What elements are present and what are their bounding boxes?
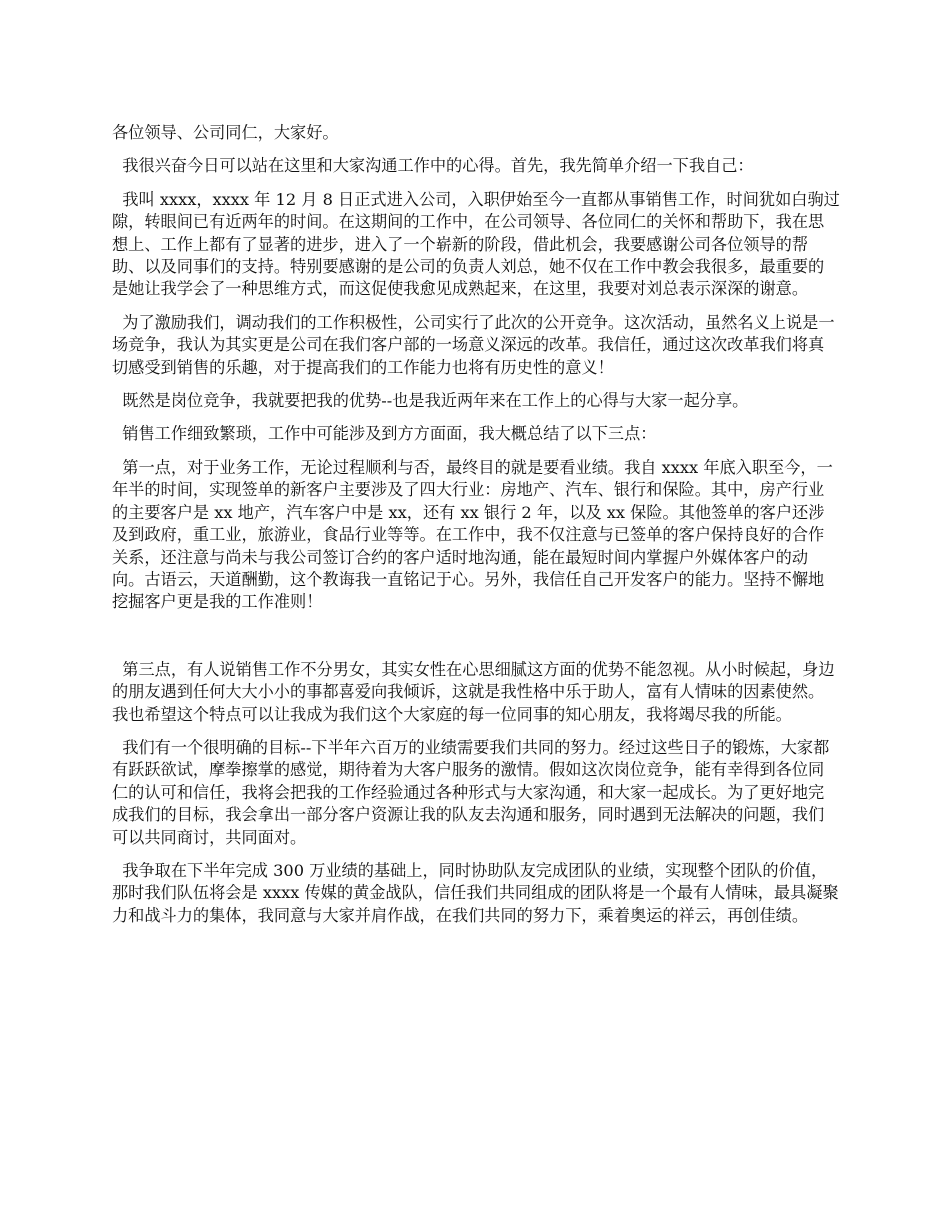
summary-points-paragraph: 销售工作细致繁琐，工作中可能涉及到方方面面，我大概总结了以下三点： xyxy=(112,424,657,444)
closing-paragraph: 我争取在下半年完成 300 万业绩的基础上，同时协助队友完成团队的业绩，实现整个团队的价值，那时我们队伍将会是 xxxx 传媒的黄金战队，信任我们共同组成的团队将是一个最有人情味，最具凝聚力和战斗力的集体，我同意与大家并肩作战，在我们共同的努力下，乘着奥运的祥云，再创佳绩。 xyxy=(112,860,839,925)
greeting-paragraph: 各位领导、公司同仁，大家好。 xyxy=(112,123,339,142)
team-goal-paragraph: 我们有一个很明确的目标--下半年六百万的业绩需要我们共同的努力。经过这些日子的锻炼，大家都有跃跃欲试，摩拳擦掌的感觉，期待着为大客户服务的激情。假如这次岗位竞争，能有幸得到各位同仁的认可和信任，我将会把我的工作经验通过各种形式与大家沟通，和大家一起成长。为了更好地完成我们的目标，我会拿出一部分客户资源让我的队友去沟通和服务，同时遇到无法解决的问题，我们可以共同商讨，共同面对。 xyxy=(112,737,830,847)
competition-purpose-paragraph: 为了激励我们，调动我们的工作积极性，公司实行了此次的公开竞争。这次活动，虽然名义上说是一场竞争，我认为其实更是公司在我们客户部的一场意义深远的改革。我信任，通过这次改革我们将真切感受到销售的乐趣，对于提高我们的工作能力也将有历史性的意义！ xyxy=(112,312,835,377)
blank-gap xyxy=(112,625,840,659)
point-one-paragraph: 第一点，对于业务工作，无论过程顺利与否，最终目的就是要看业绩。我自 xxxx 年底入职至今，一年半的时间，实现签单的新客户主要涉及了四大行业：房地产、汽车、银行和保险。其中，房产行业的主要客户是 xx 地产，汽车客户中是 xx，还有 xx 银行 2 年，以及 xx 保险。其他签单的客户还涉及到政府，重工业，旅游业，食品行业等等。在工作中，我不仅注意与已签单的客户保持良好的合作关系，还注意与尚未与我公司签订合约的客户适时地沟通，能在最短时间内掌握户外媒体客户的动向。古语云，天道酬勤，这个教诲我一直铭记于心。另外，我信任自己开发客户的能力。坚持不懈地挖掘客户更是我的工作准则！ xyxy=(112,457,833,612)
share-advantages-paragraph: 既然是岗位竞争，我就要把我的优势--也是我近两年来在工作上的心得与大家一起分享。 xyxy=(112,391,749,411)
point-three-paragraph: 第三点，有人说销售工作不分男女，其实女性在心思细腻这方面的优势不能忽视。从小时候起，身边的朋友遇到任何大大小小的事都喜爱向我倾诉，这就是我性格中乐于助人，富有人情味的因素使然。我也希望这个特点可以让我成为我们这个大家庭的每一位同事的知心朋友，我将竭尽我的所能。 xyxy=(112,659,835,724)
intro-paragraph: 我很兴奋今日可以站在这里和大家沟通工作中的心得。首先，我先简单介绍一下我自己： xyxy=(112,156,754,176)
self-introduction-paragraph: 我叫 xxxx，xxxx 年 12 月 8 日正式进入公司，入职伊始至今一直都从事销售工作，时间犹如白驹过隙，转眼间已有近两年的时间。在这期间的工作中，在公司领导、各位同仁的关怀和帮助下，我在思想上、工作上都有了显著的进步，进入了一个崭新的阶段，借此机会，我要感谢公司各位领导的帮助、以及同事们的支持。特别要感谢的是公司的负责人刘总，她不仅在工作中教会我很多，最重要的是她让我学会了一种思维方式，而这促使我愈见成熟起来，在这里，我要对刘总表示深深的谢意。 xyxy=(112,189,840,299)
document-page xyxy=(112,122,840,938)
